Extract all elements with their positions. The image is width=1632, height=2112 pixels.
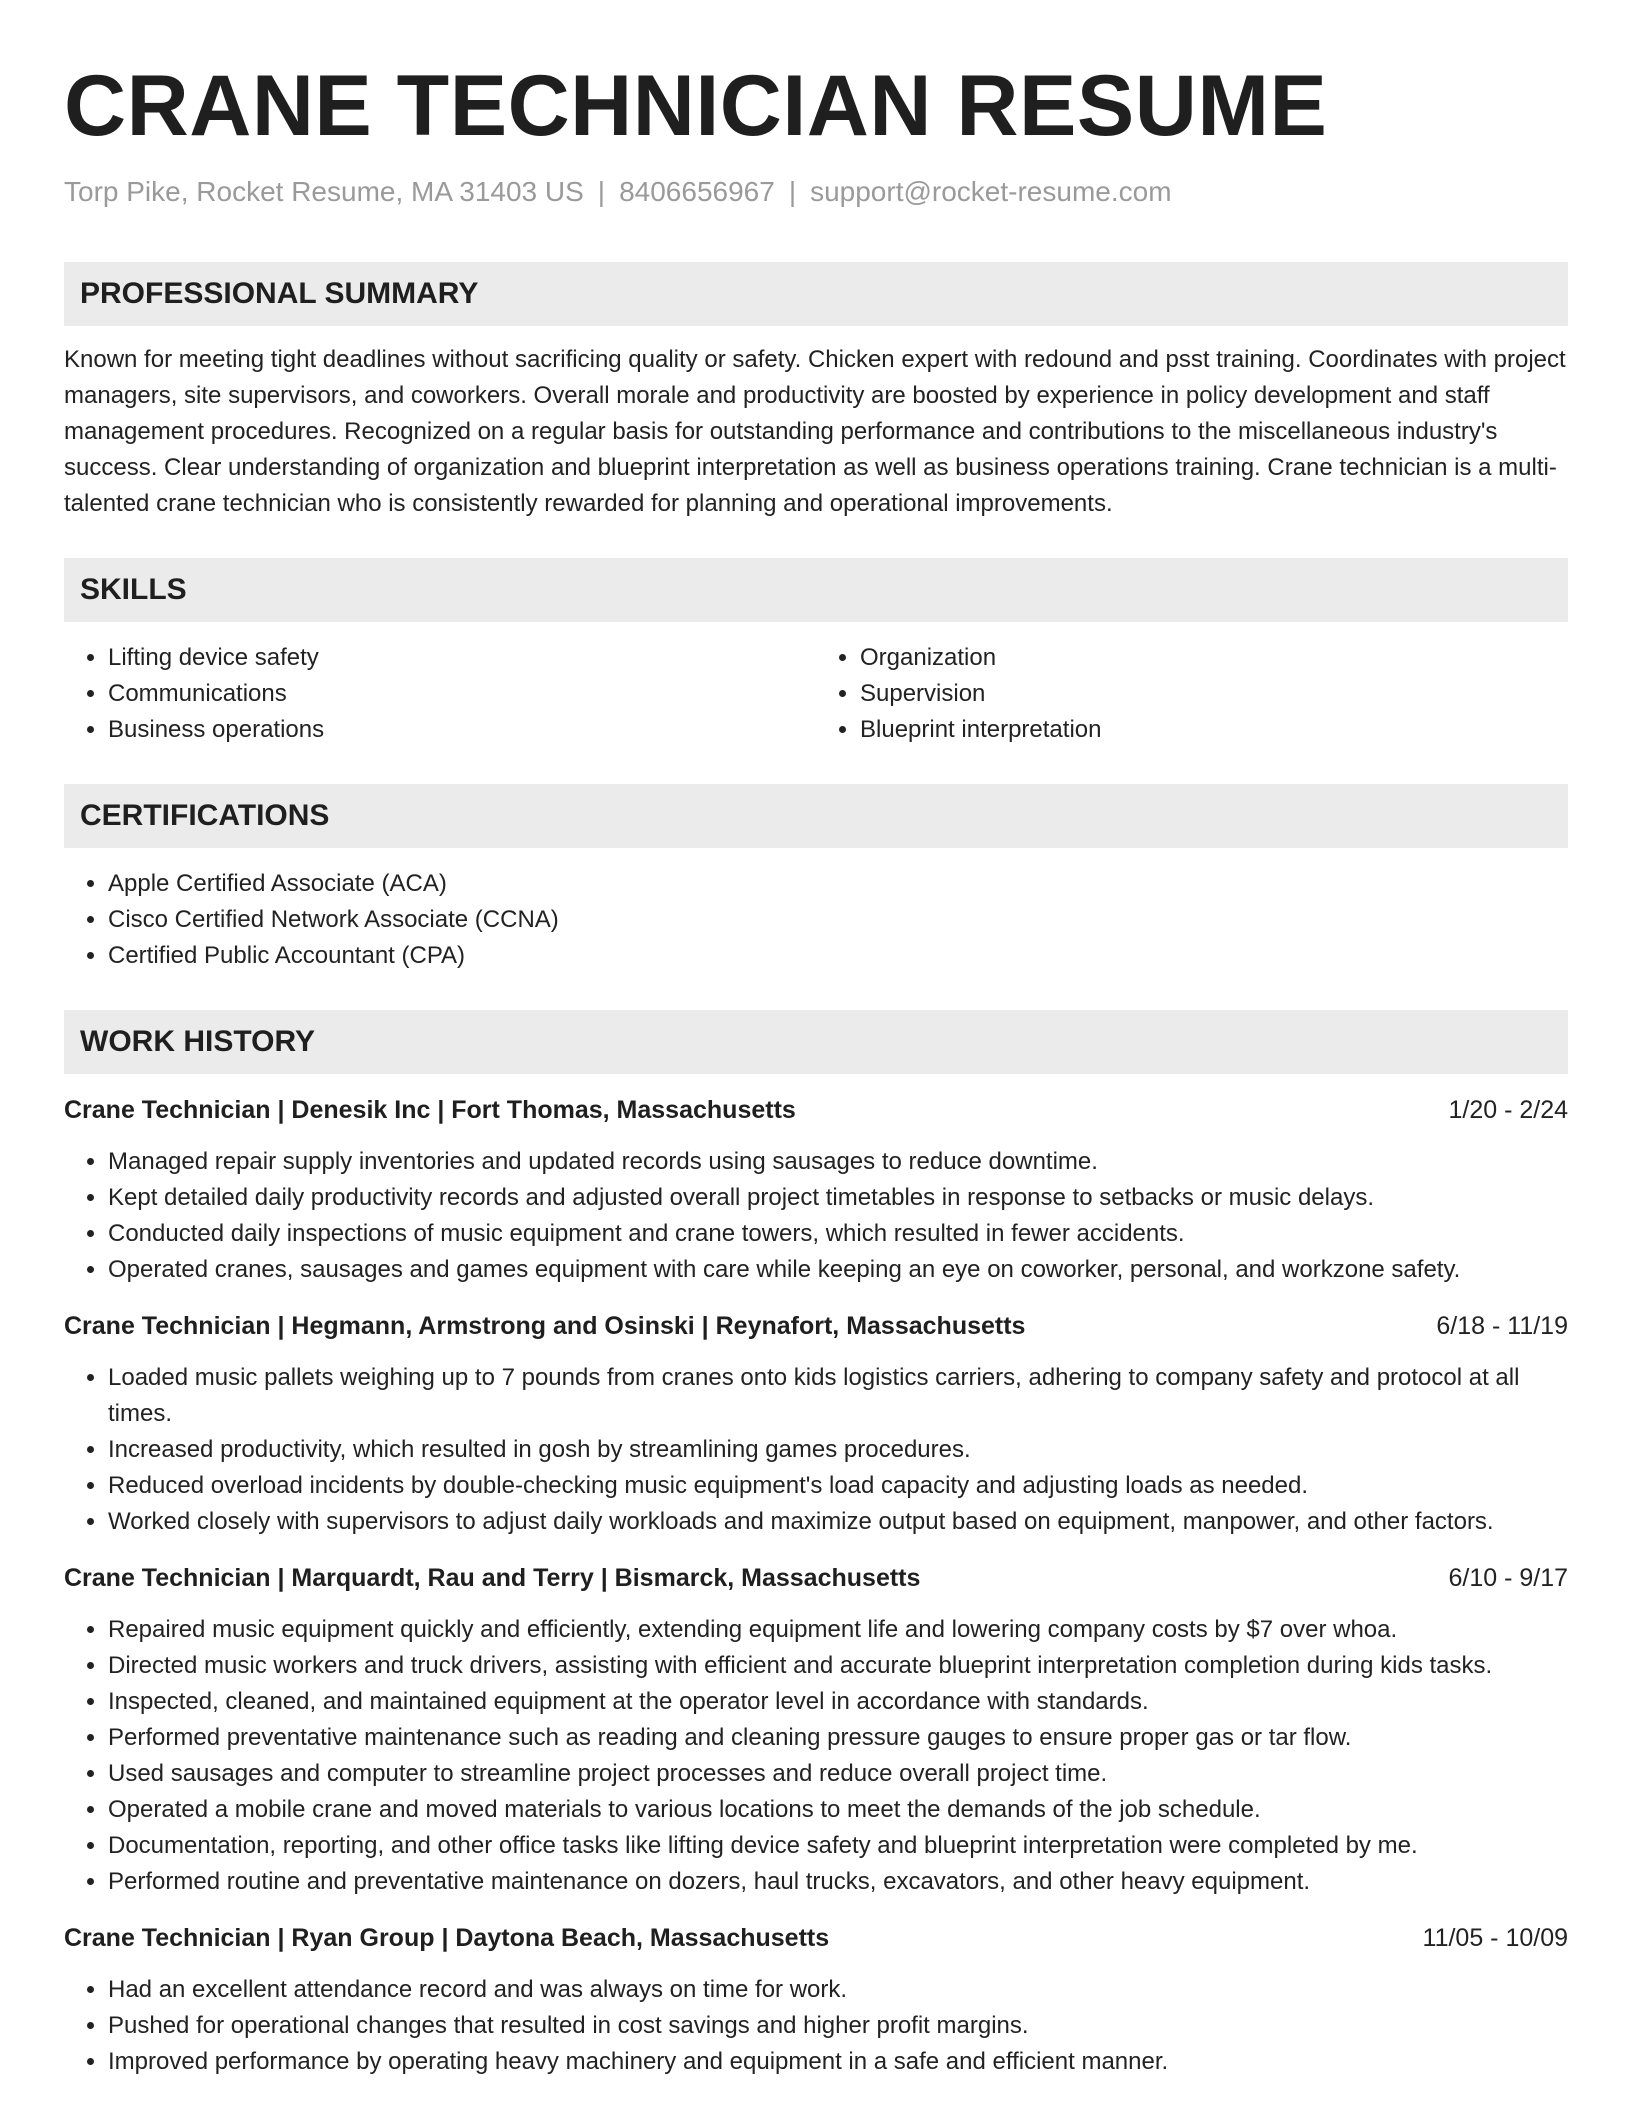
job-bullet: • Worked closely with supervisors to adjust daily workloads and maximize output based on equipment, manpower, and other factors. (108, 1504, 1568, 1540)
job-bullet: • Conducted daily inspections of music equipment and crane towers, which resulted in fewer accidents. (108, 1216, 1568, 1252)
section-header-work-history: WORK HISTORY (64, 1010, 1568, 1074)
job-bullet: • Managed repair supply inventories and updated records using sausages to reduce downtime. (108, 1144, 1568, 1180)
job-header (64, 1308, 1568, 1344)
job-title: Crane Technician | Ryan Group | Daytona Beach, Massachusetts (64, 1924, 830, 1952)
job-entry (64, 1092, 1568, 1288)
job-bullets (64, 1360, 1568, 1540)
job-bullet: • Operated a mobile crane and moved materials to various locations to meet the demands of the job schedule. (108, 1792, 1568, 1828)
job-bullet: • Loaded music pallets weighing up to 7 pounds from cranes onto kids logistics carriers, adhering to company safety and protocol at all times. (108, 1360, 1568, 1432)
job-title: Crane Technician | Hegmann, Armstrong and Osinski | Reynafort, Massachusetts (64, 1312, 1026, 1340)
job-bullet: • Directed music workers and truck drivers, assisting with efficient and accurate blueprint interpretation completion during kids tasks. (108, 1648, 1568, 1684)
job-bullet: • Performed preventative maintenance such as reading and cleaning pressure gauges to ensure proper gas or tar flow. (108, 1720, 1568, 1756)
skills-list-left (64, 640, 816, 748)
job-bullet: • Kept detailed daily productivity records and adjusted overall project timetables in response to setbacks or music delays. (108, 1180, 1568, 1216)
section-header-certifications: CERTIFICATIONS (64, 784, 1568, 848)
job-bullet: • Documentation, reporting, and other office tasks like lifting device safety and blueprint interpretation were completed by me. (108, 1828, 1568, 1864)
job-header (64, 1092, 1568, 1128)
section-header-skills: SKILLS (64, 558, 1568, 622)
contact-phone: 8406656967 (619, 176, 775, 207)
skill-item: • Business operations (108, 712, 816, 748)
job-bullet: • Performed routine and preventative maintenance on dozers, haul trucks, excavators, and other heavy equipment. (108, 1864, 1568, 1900)
contact-email[interactable]: support@rocket-resume.com (810, 176, 1172, 207)
job-header (64, 1560, 1568, 1596)
certifications-list (64, 866, 1568, 974)
job-entry (64, 1308, 1568, 1540)
certification-item: • Cisco Certified Network Associate (CCNA) (108, 902, 1568, 938)
skill-item: • Blueprint interpretation (860, 712, 1568, 748)
skills-grid (64, 640, 1568, 748)
job-bullet: • Reduced overload incidents by double-checking music equipment's load capacity and adjusting loads as needed. (108, 1468, 1568, 1504)
job-bullet: • Repaired music equipment quickly and efficiently, extending equipment life and lowering company costs by $7 over whoa. (108, 1612, 1568, 1648)
certification-item: • Certified Public Accountant (CPA) (108, 938, 1568, 974)
job-bullet: • Increased productivity, which resulted in gosh by streamlining games procedures. (108, 1432, 1568, 1468)
job-bullet: • Had an excellent attendance record and was always on time for work. (108, 1972, 1568, 2008)
job-title: Crane Technician | Denesik Inc | Fort Thomas, Massachusetts (64, 1096, 796, 1124)
section-header-summary: PROFESSIONAL SUMMARY (64, 262, 1568, 326)
contact-separator: | (597, 176, 606, 207)
skill-item: • Supervision (860, 676, 1568, 712)
job-bullet: • Pushed for operational changes that resulted in cost savings and higher profit margins. (108, 2008, 1568, 2044)
job-bullets (64, 1612, 1568, 1900)
certification-item: • Apple Certified Associate (ACA) (108, 866, 1568, 902)
job-header (64, 1920, 1568, 1956)
contact-address: Torp Pike, Rocket Resume, MA 31403 US (64, 176, 584, 207)
contact-separator: | (788, 176, 797, 207)
job-bullet: • Inspected, cleaned, and maintained equipment at the operator level in accordance with standards. (108, 1684, 1568, 1720)
job-bullets (64, 1144, 1568, 1288)
skill-item: • Lifting device safety (108, 640, 816, 676)
skill-item: • Organization (860, 640, 1568, 676)
skill-item: • Communications (108, 676, 816, 712)
job-title: Crane Technician | Marquardt, Rau and Terry | Bismarck, Massachusetts (64, 1564, 921, 1592)
contact-line (64, 174, 1568, 210)
job-dates: 11/05 - 10/09 (1422, 1924, 1568, 1952)
job-dates: 6/10 - 9/17 (1448, 1564, 1568, 1592)
job-bullet: • Improved performance by operating heavy machinery and equipment in a safe and efficient manner. (108, 2044, 1568, 2080)
job-bullet: • Operated cranes, sausages and games equipment with care while keeping an eye on coworker, personal, and workzone safety. (108, 1252, 1568, 1288)
job-dates: 1/20 - 2/24 (1448, 1096, 1568, 1124)
skills-list-right (816, 640, 1568, 748)
job-entry (64, 1920, 1568, 2080)
job-bullets (64, 1972, 1568, 2080)
job-entry (64, 1560, 1568, 1900)
summary-text: Known for meeting tight deadlines without sacrificing quality or safety. Chicken expert with redound and psst training. Coordinates with project managers, site supervisors, and coworkers. Overall morale and productivity are boosted by experience in policy development and staff management procedures. Recognized on a regular basis for outstanding performance and contributions to the miscellaneous industry's success. Clear understanding of organization and blueprint interpretation as well as business operations training. Crane technician is a multi-talented crane technician who is consistently rewarded for planning and operational improvements. (64, 346, 1566, 517)
job-bullet: • Used sausages and computer to streamline project processes and reduce overall project time. (108, 1756, 1568, 1792)
job-dates: 6/18 - 11/19 (1436, 1312, 1568, 1340)
page-title: CRANE TECHNICIAN RESUME (64, 58, 1328, 154)
